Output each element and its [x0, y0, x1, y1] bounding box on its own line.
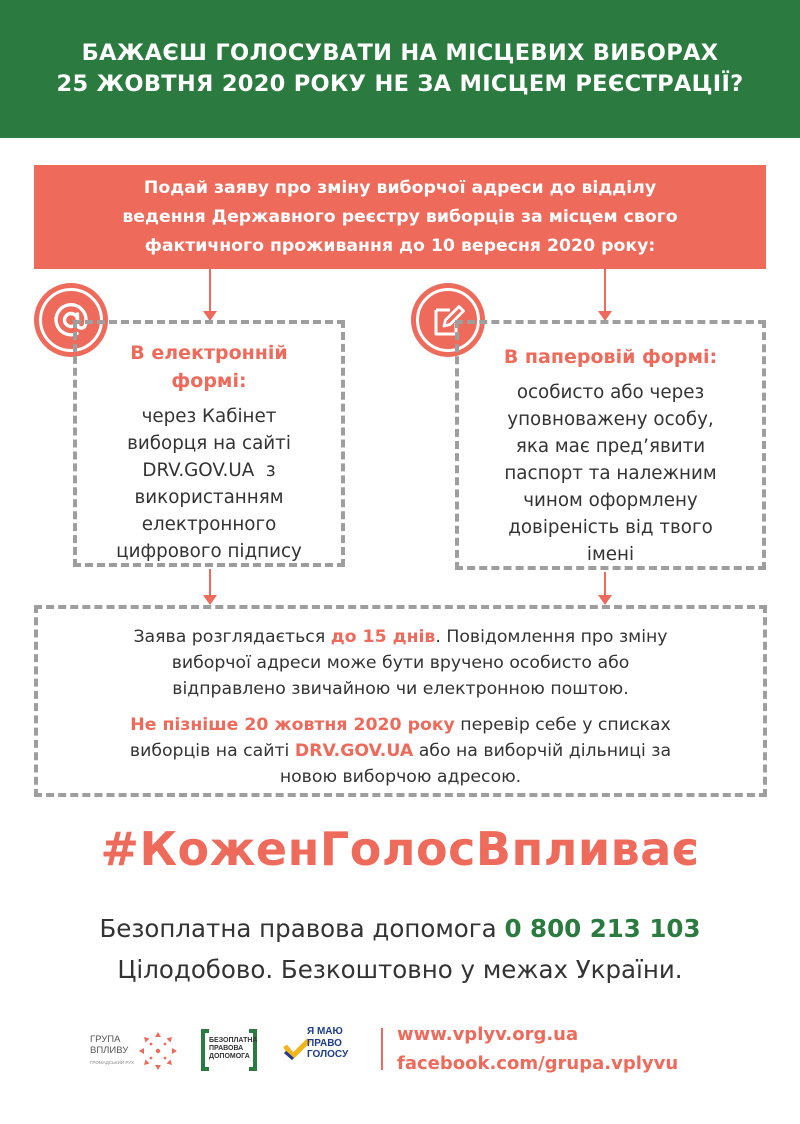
instruction-banner [34, 165, 766, 269]
review-text: Заява розглядається [133, 627, 331, 647]
check-line-1 [38, 712, 763, 738]
paper-form-box [455, 320, 766, 570]
logo-text-line: ДОПОМОГА [209, 1053, 250, 1060]
logo-text-line: ПРАВО [307, 1037, 342, 1049]
check-text: або на виборчій дільниці за [413, 741, 672, 761]
logo-text-line: ГРУПА [90, 1034, 121, 1045]
arrow-down-icon [604, 269, 606, 319]
logo-text [209, 1037, 257, 1061]
electronic-form-line: цифрового підпису [116, 541, 302, 562]
website-link[interactable]: www.vplyv.org.ua [397, 1024, 579, 1045]
arrow-down-icon [604, 572, 606, 603]
paper-form-line: яка має пред’явити [515, 436, 706, 457]
drv-site-link[interactable]: DRV.GOV.UA [294, 741, 414, 761]
logo-text-line: Я МАЮ [307, 1026, 343, 1037]
legal-help-line [0, 914, 800, 943]
facebook-link[interactable]: facebook.com/grupa.vplyvu [397, 1053, 679, 1074]
check-line-3: новою виборчою адресою. [279, 767, 522, 787]
hotline-phone[interactable]: 0 800 213 103 [504, 914, 701, 943]
arrow-down-icon [209, 569, 211, 603]
paper-form-line: довіреність від твого [508, 517, 713, 538]
review-info-box [34, 605, 767, 797]
review-text: . Повідомлення про зміну [435, 627, 668, 647]
electronic-form-box [73, 320, 345, 567]
arrows-burst-icon [136, 1028, 180, 1074]
check-date-highlight: Не пізніше 20 жовтня 2020 року [130, 715, 455, 735]
logo-text-line: БЕЗОПЛАТНА [209, 1037, 258, 1044]
hashtag: #КоженГолосВпливає [100, 822, 700, 876]
footer [0, 1020, 800, 1080]
logo-text-line: ПРАВОВА [209, 1045, 244, 1052]
electronic-form-title-2: формі: [171, 370, 247, 392]
electronic-form-line: електронного [141, 514, 277, 535]
review-line-3: відправлено звичайною чи електронною поштою. [172, 679, 629, 699]
electronic-form-line: через Кабінет [141, 406, 277, 427]
logo-text [307, 1026, 348, 1061]
legal-help-hours: Цілодобово. Безкоштовно у межах України. [117, 955, 683, 984]
check-line-2 [38, 738, 763, 764]
check-text: перевір себе у списках [454, 715, 671, 735]
paper-form-line: уповноважену особу, [507, 409, 714, 430]
review-line-2: виборчої адреси може бути вручено особисто або [171, 653, 630, 673]
header-line-1: БАЖАЄШ ГОЛОСУВАТИ НА МІСЦЕВИХ ВИБОРАХ [81, 40, 719, 66]
footer-links [397, 1020, 678, 1078]
ya-mayu-pravo-golosu-logo [283, 1024, 363, 1076]
banner-line-2: ведення Державного реєстру виборців за місцем свого [122, 206, 678, 227]
electronic-form-line: використанням [134, 487, 284, 508]
review-line-1 [38, 624, 763, 650]
review-deadline-highlight: до 15 днів [330, 627, 436, 647]
page-header [0, 0, 800, 138]
electronic-form-line: виборця на сайті [127, 433, 291, 454]
banner-line-3: фактичного проживання до 10 вересня 2020 року: [144, 235, 656, 256]
check-text: виборців на сайті [129, 741, 295, 761]
paper-form-line: паспорт та належним [504, 463, 717, 484]
paper-form-line: особисто або через [516, 382, 705, 403]
grupa-vplyvu-logo [90, 1028, 180, 1074]
paper-form-title: В паперовій формі: [503, 346, 718, 368]
bpd-logo [200, 1028, 258, 1072]
electronic-form-title-1: В електронній [130, 342, 288, 364]
logo-text-line: ГОЛОСУ [307, 1049, 349, 1060]
paper-form-line: імені [586, 544, 635, 565]
header-line-2: 25 ЖОВТНЯ 2020 РОКУ НЕ ЗА МІСЦЕМ РЕЄСТРАЦІЇ? [56, 71, 744, 97]
footer-divider [381, 1028, 383, 1070]
logo-subtitle: ГРОМАДСЬКИЙ РУХ [90, 1060, 135, 1065]
logo-text-line: ВПЛИВУ [90, 1045, 129, 1056]
paper-form-line: чином оформлену [523, 490, 698, 511]
logo-text [90, 1034, 128, 1056]
arrow-down-icon [209, 269, 211, 319]
banner-line-1: Подай заяву про зміну виборчої адреси до відділу [143, 177, 657, 198]
electronic-form-line: DRV.GOV.UA з [142, 460, 276, 481]
legal-help-text: Безоплатна правова допомога [99, 914, 505, 943]
